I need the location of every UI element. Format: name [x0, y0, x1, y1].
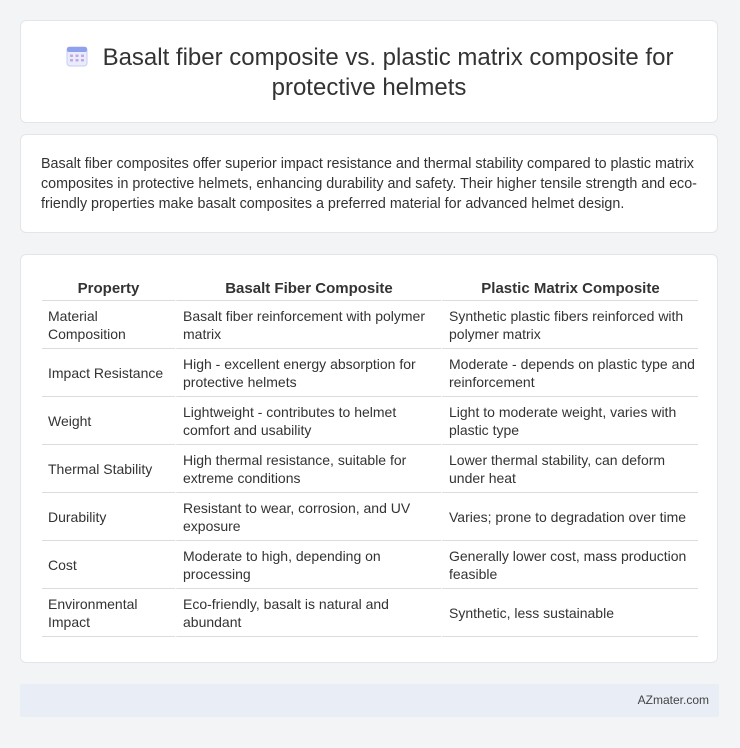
plastic-cell: Synthetic, less sustainable — [441, 589, 698, 637]
table-header-row — [42, 275, 698, 301]
title-card — [20, 20, 718, 123]
property-cell: Durability — [42, 493, 175, 541]
footer-bar — [20, 684, 719, 717]
property-cell: Cost — [42, 541, 175, 589]
table-row — [42, 493, 698, 541]
basalt-cell: Resistant to wear, corrosion, and UV exposure — [175, 493, 441, 541]
basalt-cell: Basalt fiber reinforcement with polymer matrix — [175, 301, 441, 349]
calendar-icon — [65, 44, 89, 68]
header-property: Property — [42, 275, 175, 301]
header-plastic-matrix-composite: Plastic Matrix Composite — [441, 275, 698, 301]
plastic-cell: Moderate - depends on plastic type and reinforcement — [441, 349, 698, 397]
table-row — [42, 589, 698, 637]
header-basalt-fiber-composite: Basalt Fiber Composite — [175, 275, 441, 301]
table-row — [42, 541, 698, 589]
table-row — [42, 397, 698, 445]
property-cell: Environmental Impact — [42, 589, 175, 637]
basalt-cell: High thermal resistance, suitable for extreme conditions — [175, 445, 441, 493]
page-title: Basalt fiber composite vs. plastic matrix composite for protective helmets — [102, 44, 674, 101]
plastic-cell: Lower thermal stability, can deform under heat — [441, 445, 698, 493]
basalt-cell: Eco-friendly, basalt is natural and abundant — [175, 589, 441, 637]
property-cell: Material Composition — [42, 301, 175, 349]
summary-text: Basalt fiber composites offer superior impact resistance and thermal stability compared to plastic matrix composites in protective helmets, enhancing durability and safety. Their higher tensile strength and eco-friendly properties make basalt composites a preferred material for advanced helmet design. — [41, 156, 697, 212]
basalt-cell: Lightweight - contributes to helmet comfort and usability — [175, 397, 441, 445]
table-row — [42, 301, 698, 349]
summary-card — [20, 134, 718, 233]
plastic-cell: Varies; prone to degradation over time — [441, 493, 698, 541]
footer-brand-link[interactable]: AZmater.com — [637, 693, 709, 707]
comparison-table-card — [20, 254, 718, 663]
table-row — [42, 349, 698, 397]
plastic-cell: Synthetic plastic fibers reinforced with polymer matrix — [441, 301, 698, 349]
comparison-table — [42, 275, 698, 637]
plastic-cell: Generally lower cost, mass production feasible — [441, 541, 698, 589]
table-row — [42, 445, 698, 493]
property-cell: Thermal Stability — [42, 445, 175, 493]
property-cell: Impact Resistance — [42, 349, 175, 397]
plastic-cell: Light to moderate weight, varies with plastic type — [441, 397, 698, 445]
page-title-wrapper — [21, 43, 717, 103]
basalt-cell: Moderate to high, depending on processing — [175, 541, 441, 589]
basalt-cell: High - excellent energy absorption for protective helmets — [175, 349, 441, 397]
property-cell: Weight — [42, 397, 175, 445]
